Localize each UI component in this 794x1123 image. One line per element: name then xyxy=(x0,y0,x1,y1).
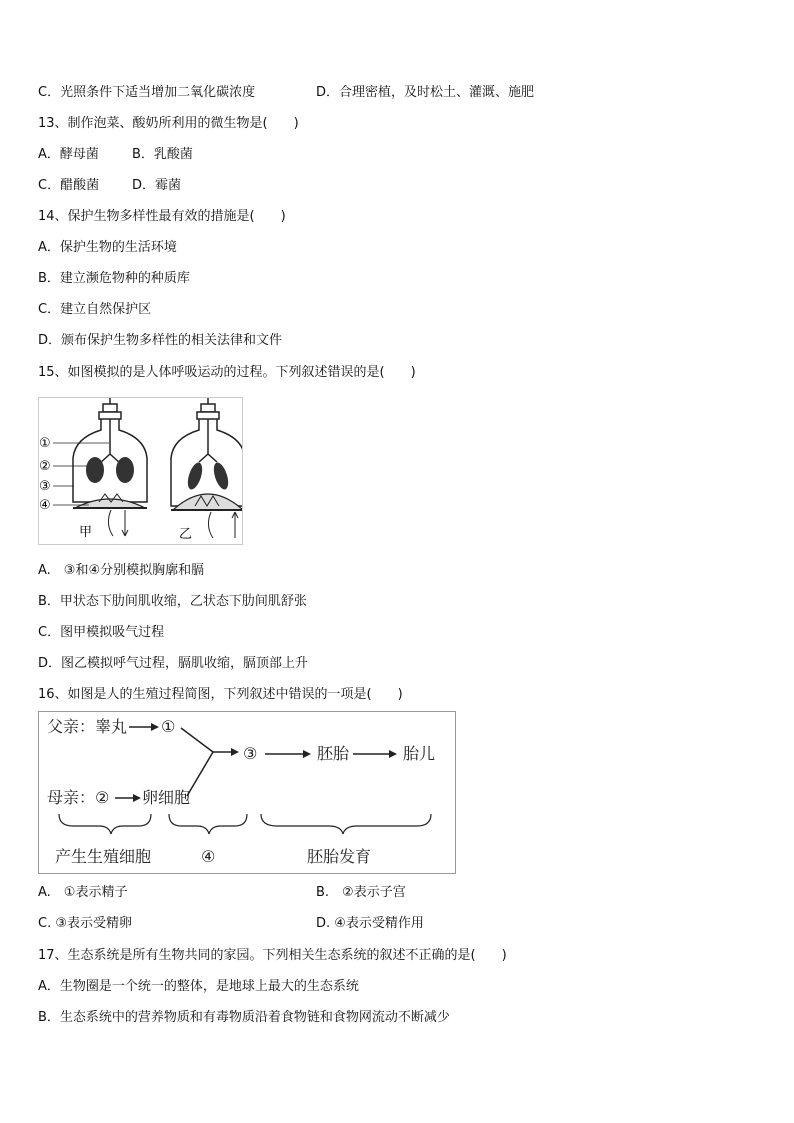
node-1: ① xyxy=(161,717,176,736)
q14-option-a: A．保护生物的生活环境 xyxy=(38,240,177,255)
q16-stem: 16、如图是人的生殖过程简图，下列叙述中错误的一项是( ) xyxy=(38,687,403,702)
reproduction-process-figure xyxy=(38,711,456,874)
q12-option-d: D．合理密植，及时松土、灌溉、施肥 xyxy=(316,85,535,100)
q14-option-d: D．颁布保护生物多样性的相关法律和文件 xyxy=(38,333,283,348)
bell-jar-left xyxy=(73,398,147,502)
q13-option-a: A．酵母菌 xyxy=(38,147,99,162)
breathing-model-figure xyxy=(38,397,243,545)
mother-label: 母亲：② xyxy=(47,788,110,807)
q13-stem: 13、制作泡菜、酸奶所利用的微生物是( ) xyxy=(38,116,299,131)
breathing-model-diagram xyxy=(39,398,242,544)
brace-2 xyxy=(169,814,247,834)
lung-right-2 xyxy=(211,461,231,491)
q17-option-a: A．生物圈是一个统一的整体，是地球上最大的生态系统 xyxy=(38,979,359,994)
q14-option-b: B．建立濒危物种的种质库 xyxy=(38,271,190,286)
node-3: ③ xyxy=(243,744,258,763)
q17-option-b: B．生态系统中的营养物质和有毒物质沿着食物链和食物网流动不断减少 xyxy=(38,1010,450,1025)
brace-label-3: 胚胎发育 xyxy=(307,847,372,866)
q12-option-c: C．光照条件下适当增加二氧化碳浓度 xyxy=(38,85,256,100)
q13-option-d: D．霉菌 xyxy=(132,178,182,193)
q16-option-c: C. ③表示受精卵 xyxy=(38,916,132,931)
label-jia: 甲 xyxy=(79,525,93,540)
marker-3: ③ xyxy=(39,479,51,494)
marker-4: ④ xyxy=(39,498,51,513)
q15-option-b: B．甲状态下肋间肌收缩，乙状态下肋间肌舒张 xyxy=(38,594,307,609)
q14-stem: 14、保护生物多样性最有效的措施是( ) xyxy=(38,209,286,224)
q15-option-c: C．图甲模拟吸气过程 xyxy=(38,625,165,640)
q15-option-a: A. ③和④分别模拟胸廓和膈 xyxy=(38,563,205,578)
q16-option-d: D. ④表示受精作用 xyxy=(316,916,424,931)
lung-right-1 xyxy=(185,461,205,491)
braces xyxy=(59,814,431,834)
brace-label-1: 产生生殖细胞 xyxy=(55,847,152,866)
q14-option-c: C．建立自然保护区 xyxy=(38,302,152,317)
embryo-label: 胚胎 xyxy=(317,744,350,763)
lung-left-1 xyxy=(86,457,104,483)
bell-jar-right xyxy=(171,398,242,506)
diaphragm-right xyxy=(173,494,242,510)
lung-left-2 xyxy=(116,457,134,483)
q17-stem: 17、生态系统是所有生物共同的家园。下列相关生态系统的叙述不正确的是( ) xyxy=(38,948,507,963)
marker-2: ② xyxy=(39,459,51,474)
father-label: 父亲：睾丸 xyxy=(47,717,128,736)
reproduction-flow-diagram xyxy=(39,712,455,873)
fetus-label: 胎儿 xyxy=(403,744,436,763)
label-yi: 乙 xyxy=(179,527,193,542)
brace-3 xyxy=(261,814,431,834)
egg-label: 卵细胞 xyxy=(142,788,191,807)
marker-1: ① xyxy=(39,436,51,451)
q15-stem: 15、如图模拟的是人体呼吸运动的过程。下列叙述错误的是( ) xyxy=(38,365,416,380)
brace-label-2: ④ xyxy=(201,847,216,866)
q15-option-d: D．图乙模拟呼气过程，膈肌收缩，膈顶部上升 xyxy=(38,656,309,671)
brace-1 xyxy=(59,814,151,834)
q16-option-b: B. ②表示子宫 xyxy=(316,885,406,900)
q13-option-b: B．乳酸菌 xyxy=(132,147,193,162)
q13-option-c: C．醋酸菌 xyxy=(38,178,100,193)
q16-option-a: A. ①表示精子 xyxy=(38,885,128,900)
